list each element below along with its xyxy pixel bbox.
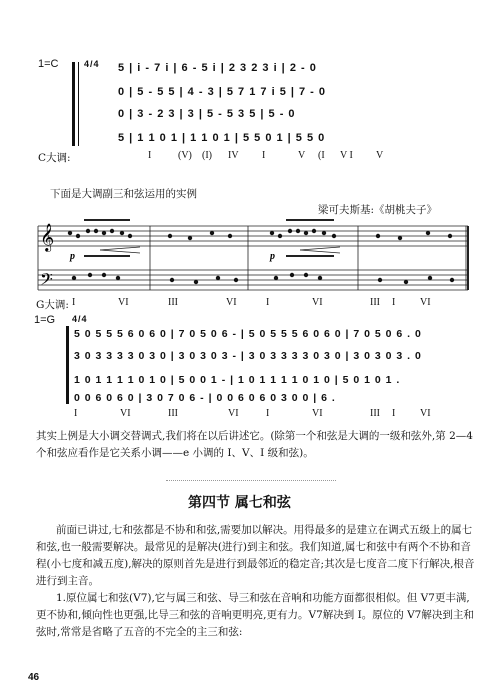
score3-key: 1=G [34,314,56,326]
svg-text:𝄢: 𝄢 [40,269,53,293]
score1-harmony-6: V [298,150,306,161]
score3-time-sig: 4/4 [72,314,88,324]
score2-harmony-9: VI [420,297,431,308]
score1-row-1: 5 | i - 7 i | 6 - 5 i | 2 3 2 3 i | 2 - 0 [118,62,317,74]
score2-harmony-1: I [72,297,76,308]
score3-harmony-7: III [370,408,380,419]
section-divider [166,480,336,481]
score3-harmony-6: VI [312,408,323,419]
score2-harmony-5: I [266,297,270,308]
section-title: 第四节 属七和弦 [188,495,291,511]
paragraph-root-position: 1.原位属七和弦(V7),它与属三和弦、导三和弦在音响和功能方面都很相似。但 V7更丰满,更不协和,倾向性也更强,比导三和弦的音响更明亮,更有力。V7解决到 I。原位的 V7解决到主和弦时,常常是省略了五音的不完全的主三和弦: [36,592,474,638]
score3-harmony-9: VI [420,408,431,419]
score3-row-3: 1 0 1 1 1 1 0 1 0 | 5 0 0 1 - | 1 0 1 1 1 1 0 1 0 | 5 0 1 0 1 . [74,374,401,386]
score3-row-2: 3 0 3 3 3 3 0 3 0 | 3 0 3 0 3 - | 3 0 3 3 3 3 0 3 0 | 3 0 3 0 3 . 0 [74,350,422,362]
score3-row-4: 0 0 6 0 6 0 | 3 0 7 0 6 - | 0 0 6 0 6 0 3 0 0 | 6 . [74,392,336,404]
score1-system-bracket [72,62,75,146]
svg-text:𝄞: 𝄞 [40,223,55,251]
score3-row-1: 5 0 5 5 5 6 0 6 0 | 7 0 5 0 6 - | 5 0 5 5 5 6 0 6 0 | 7 0 5 0 6 . 0 [74,328,422,340]
score2-harmony-4: VI [226,297,237,308]
caption-example: 下面是大调副三和弦运用的实例 [50,188,197,200]
score1-row-4: 5 | 1 1 0 1 | 1 1 0 1 | 5 5 0 1 | 5 5 0 [118,132,326,144]
score1-time-sig-text: 4/4 [84,59,100,69]
score3-harmony-2: VI [120,408,131,419]
score3-harmony-4: VI [228,408,239,419]
score1-row-3: 0 | 3 - 2 3 | 3 | 5 - 5 3 5 | 5 - 0 [118,108,296,120]
paragraph-explanation: 其实上例是大小调交替调式,我们将在以后讲述它。(除第一个和弦是大调的一级和弦外,第 2—4 个和弦应看作是它关系小调——e 小调的 I、V、I 级和弦)。 [36,430,473,459]
score1-harmony-9: V [376,150,384,161]
page-number: 46 [28,672,40,683]
score1-harmony-1: I [148,150,152,161]
paragraph-dominant-seventh: 前面已讲过,七和弦都是不协和和弦,需要加以解决。用得最多的是建立在调式五级上的属七和弦,也一般需要解决。最常见的是解决(进行)到主和弦。我们知道,属七和弦中有两个不协和音程(小七度和减五度),解决的原则首先是进行到最邻近的稳定音;其次是七度音二度下行解决,根音进行到主音。 [36,524,475,587]
score2-harmony-8: I [392,297,396,308]
score3-harmony-3: III [168,408,178,419]
score2-key-label: G大调: [36,299,69,311]
score2-harmony-7: III [370,297,380,308]
score2-harmony-6: VI [312,297,323,308]
caption-source: 梁可夫斯基:《胡桃夫子》 [318,204,438,216]
score1-key: 1=C [38,58,59,70]
score2-harmony-2: VI [118,297,129,308]
score1-system-bracket-thin [78,62,79,146]
score2-harmony-3: III [168,297,178,308]
score1-harmony-2: (V) [178,150,192,161]
score1-harmony-3: (I) [202,150,212,161]
score1-harmony-4: IV [228,150,239,161]
score1-harmony-label: C大调: [38,152,71,164]
score1-row-2: 0 | 5 - 5 5 | 4 - 3 | 5 7 1 7 i 5 | 7 - 0 [118,86,327,98]
score1-harmony-5: I [262,150,266,161]
score3-harmony-8: I [392,408,396,419]
score3-harmony-1: I [74,408,78,419]
score1-time-sig [84,60,100,69]
svg-text:p: p [270,251,275,262]
score1-harmony-8: V I [340,150,353,161]
score1-harmony-7: (I [318,150,325,161]
svg-text:p: p [70,251,75,262]
score3-harmony-5: I [266,408,270,419]
score3-system-bracket [66,326,69,404]
